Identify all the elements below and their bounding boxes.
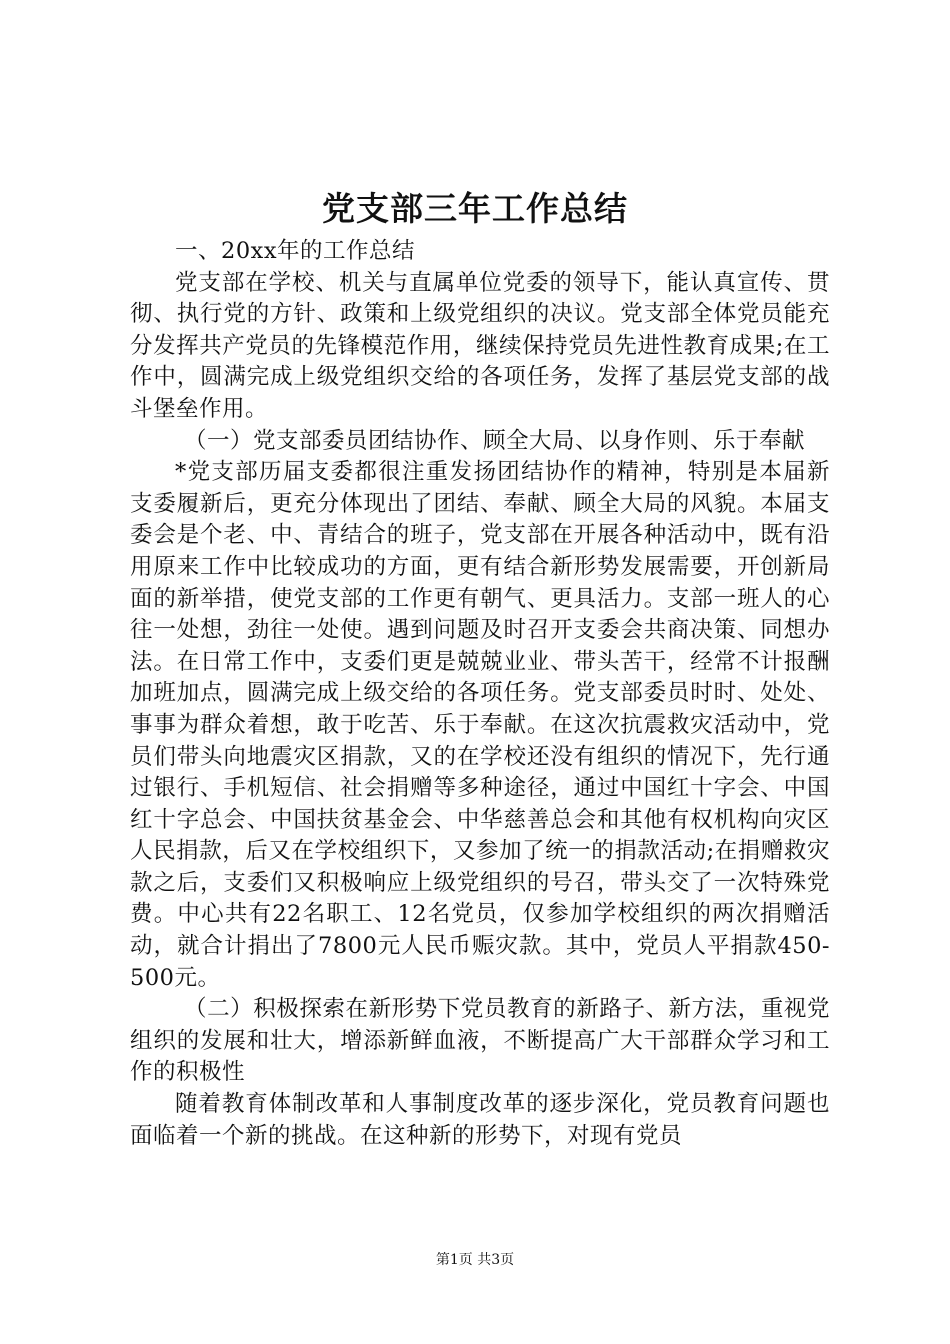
body-paragraph: 党支部在学校、机关与直属单位党委的领导下，能认真宣传、贯彻、执行党的方针、政策和上级党组织的决议。党支部全体党员能充分发挥共产党员的先锋模范作用，继续保持党员先进性教育成果;在工作中，圆满完成上级党组织交给的各项任务，发挥了基层党支部的战斗堡垒作用。 — [130, 269, 830, 422]
body-paragraph: 随着教育体制改革和人事制度改革的逐步深化，党员教育问题也面临着一个新的挑战。在这种新的形势下，对现有党员 — [130, 1091, 830, 1149]
page-footer: 第1页 共3页 — [435, 1252, 515, 1268]
section-heading-2020xx: 一、20xx年的工作总结 — [175, 238, 416, 264]
body-paragraph: *党支部历届支委都很注重发扬团结协作的精神，特别是本届新支委履新后，更充分体现出了团结、奉献、顾全大局的风貌。本届支委会是个老、中、青结合的班子，党支部在开展各种活动中，既有沿用原来工作中比较成功的方面，更有结合新形势发展需要，开创新局面的新举措，使党支部的工作更有朝气、更具活力。支部一班人的心往一处想，劲往一处使。遇到问题及时召开支委会共商决策、同想办法。在日常工作中，支委们更是兢兢业业、带头苦干，经常不计报酬加班加点，圆满完成上级交给的各项任务。党支部委员时时、处处、事事为群众着想，敢于吃苦、乐于奉献。在这次抗震救灾活动中，党员们带头向地震灾区捐款，又的在学校还没有组织的情况下，先行通过银行、手机短信、社会捐赠等多种途径，通过中国红十字会、中国红十字总会、中国扶贫基金会、中华慈善总会和其他有权机构向灾区人民捐款，后又在学校组织下，又参加了统一的捐款活动;在捐赠救灾款之后，支委们又积极响应上级党组织的号召，带头交了一次特殊党费。中心共有22名职工、12名党员，仅参加学校组织的两次捐赠活动，就合计捐出了7800元人民币赈灾款。其中，党员人平捐款450-500元。 — [130, 459, 830, 991]
document-title: 党支部三年工作总结 — [322, 189, 628, 228]
subsection-heading-1: （一）党支部委员团结协作、顾全大局、以身作则、乐于奉献 — [184, 427, 806, 454]
subsection-heading-2: （二）积极探索在新形势下党员教育的新路子、新方法，重视党组织的发展和壮大，增添新鲜血液，不断提高广大干部群众学习和工作的积极性 — [130, 996, 830, 1086]
document-body — [130, 236, 830, 1152]
